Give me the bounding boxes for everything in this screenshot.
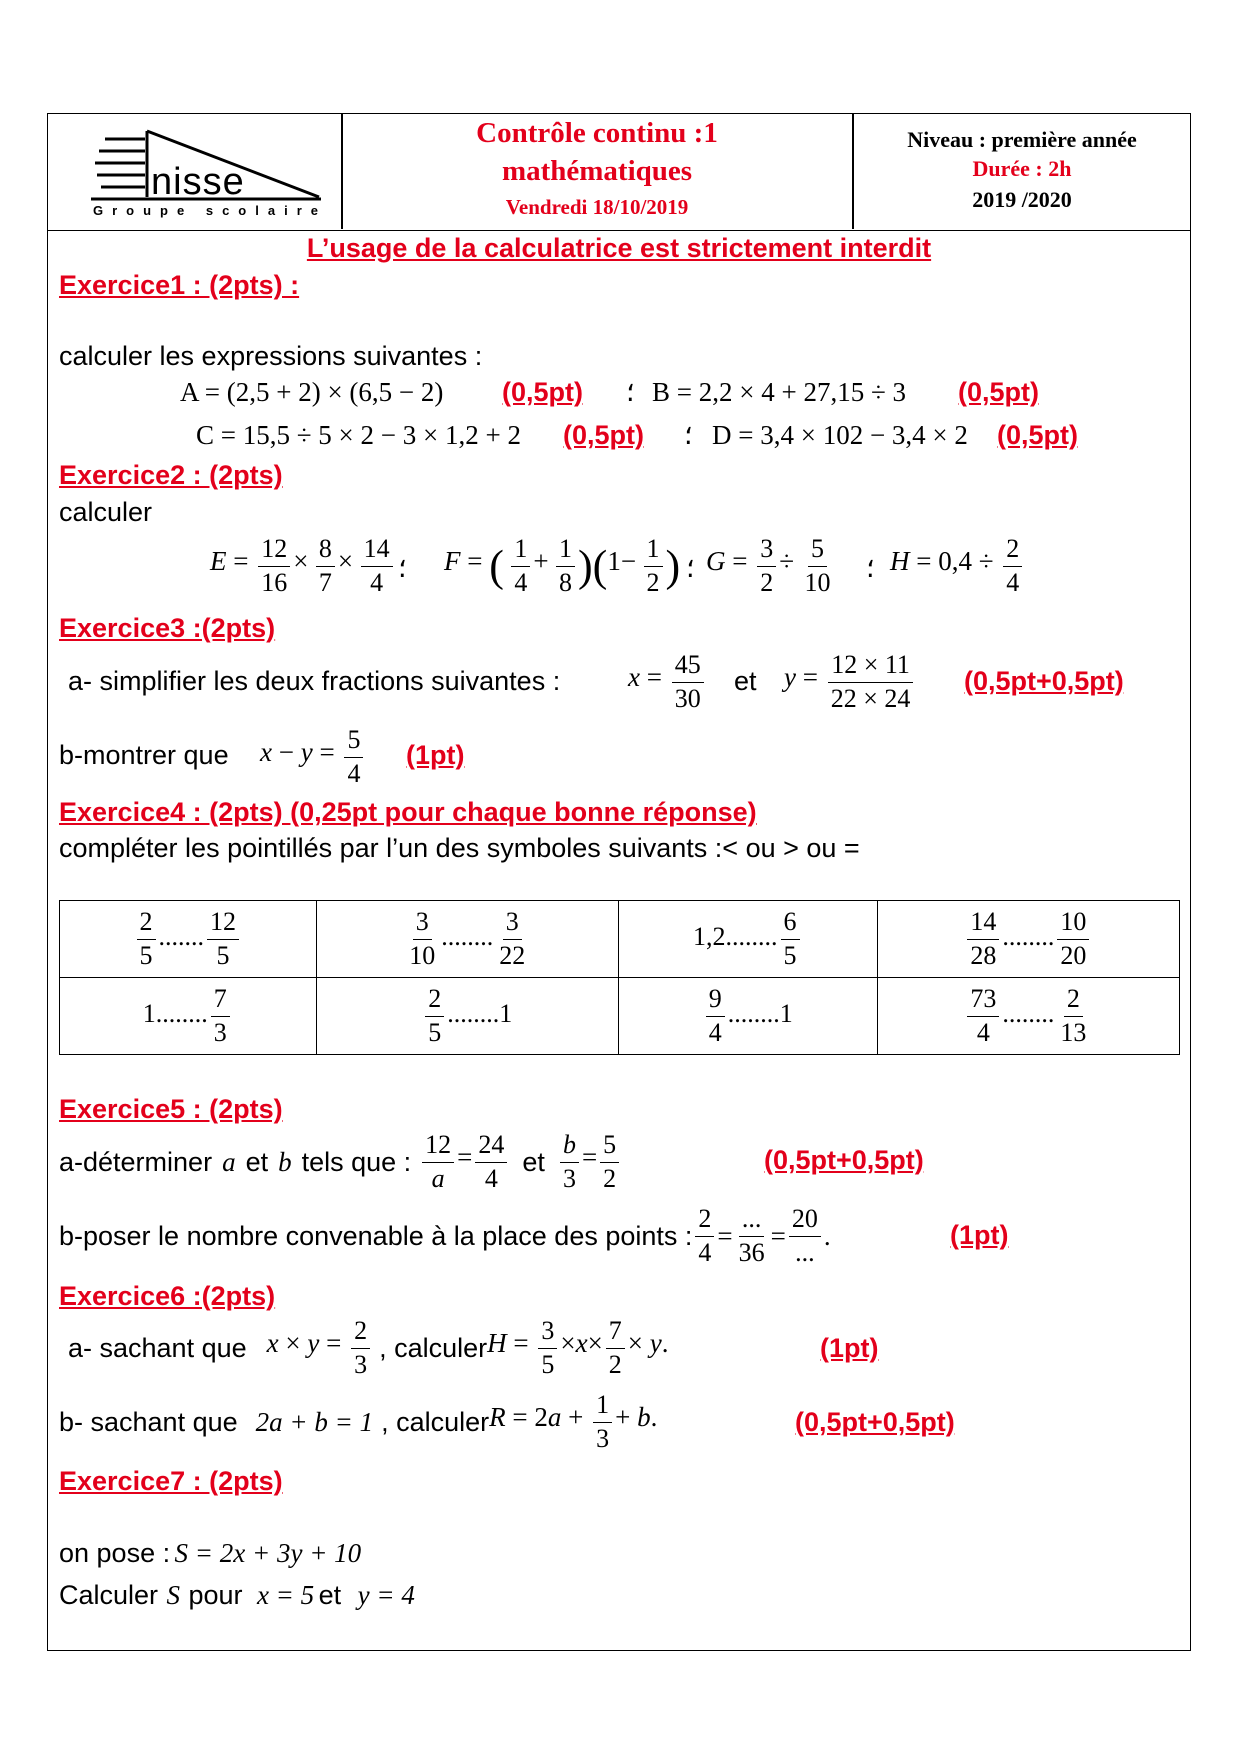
separator: ؛	[866, 553, 875, 583]
separator: ؛	[626, 377, 635, 407]
table-cell: $\frac{2}{5}$ ........1	[316, 978, 618, 1055]
exam-title: Contrôle continu :1	[476, 117, 718, 149]
expression-S: S = 2x + 3y + 10	[174, 1538, 362, 1568]
exam-level: Niveau : première année	[907, 127, 1137, 152]
exercise7-pose-text: on pose :	[59, 1538, 171, 1568]
logo-subtitle: Groupe scolaire	[93, 203, 327, 218]
points-C: (0,5pt)	[563, 420, 644, 450]
expression-F: F = ( $\frac{1}{4}$ + $\frac{1}{8}$ )(1− $\frac{1}{2}$ )	[444, 534, 681, 597]
comparison-table	[59, 900, 1180, 1055]
exercise3-a-text: a- simplifier les deux fractions suivantes :	[68, 666, 561, 696]
exercise3-title: Exercice3 :(2pts)	[59, 613, 276, 643]
and-text: et	[245, 1146, 269, 1177]
exercise2-title: Exercice2 : (2pts)	[59, 460, 283, 490]
header-divider	[852, 113, 854, 229]
exercise6-a-calc: , calculer	[379, 1332, 488, 1363]
separator: ؛	[686, 553, 695, 583]
points-A: (0,5pt)	[502, 377, 583, 407]
for-text: pour	[188, 1580, 243, 1610]
separator: ؛	[398, 553, 407, 583]
dotted-blank[interactable]: ........	[441, 921, 494, 951]
exercise1-intro: calculer les expressions suivantes :	[59, 341, 483, 371]
dotted-blank[interactable]: ........	[1002, 998, 1055, 1028]
exercise5-a-text: a-déterminer	[59, 1146, 213, 1177]
exercise6-b-line: b- sachant que 2a + b = 1 , calculer R = 2a + $\frac{1}{3}$ + b.	[59, 1390, 658, 1453]
expression-C: C = 15,5 ÷ 5 × 2 − 3 × 1,2 + 2	[196, 420, 521, 450]
expression-G: G = $\frac{3}{2}$ ÷ $\frac{5}{10}$	[706, 534, 831, 597]
points-D: (0,5pt)	[997, 420, 1078, 450]
exercise7-calc-line: Calculer S pour x = 5 et y = 4	[59, 1580, 415, 1610]
points-ex5-a: (0,5pt+0,5pt)	[764, 1145, 924, 1175]
table-cell: 1,2........ $\frac{6}{5}$	[618, 901, 877, 978]
and-text: et	[522, 1146, 545, 1177]
exercise3-b-text: b-montrer que	[59, 740, 229, 770]
dotted-blank[interactable]: ........	[447, 998, 500, 1028]
exercise7-title: Exercice7 : (2pts)	[59, 1466, 283, 1496]
calculator-notice: L’usage de la calculatrice est strictement interdit	[306, 233, 932, 263]
value-y: y = 4	[357, 1580, 415, 1610]
logo-text: nisse	[151, 161, 245, 203]
dotted-blank[interactable]: ........	[725, 921, 778, 951]
logo	[87, 125, 327, 225]
exercise5-b-line: b-poser le nombre convenable à la place des points : $\frac{2}{4}$ = ... 36 = 20 ... .	[59, 1204, 831, 1267]
table-cell: $\frac{3}{10}$ ........ $\frac{3}{22}$	[316, 901, 618, 978]
exercise6-a-line: a- sachant que x × y = $\frac{2}{3}$ , calculer H = $\frac{3}{5}$ ×x× $\frac{7}{2}$ × y.	[68, 1316, 669, 1379]
exercise6-a-text: a- sachant que	[68, 1332, 247, 1363]
exercise5-title: Exercice5 : (2pts)	[59, 1094, 283, 1124]
exercise6-b-condition: 2a + b = 1	[255, 1406, 374, 1437]
and-text: et	[318, 1580, 342, 1610]
exam-date: Vendredi 18/10/2019	[505, 195, 689, 219]
header-box	[47, 113, 1191, 231]
points-ex5-b: (1pt)	[950, 1220, 1009, 1250]
table-row	[60, 978, 1180, 1055]
expression-H: H = 0,4 ÷ $\frac{2}{4}$	[890, 533, 1025, 599]
points-ex3-a: (0,5pt+0,5pt)	[964, 666, 1124, 696]
expression-E: E = $\frac{12}{16}$ × $\frac{8}{7}$ × $\frac{14}{4}$	[210, 533, 396, 599]
exercise5-a-line: a-déterminer a et b tels que : $\frac{12}{a}$ = $\frac{24}{4}$ et $\frac{b}{3}$ = $\frac{5}{2}$	[59, 1129, 622, 1195]
expression-A: A = (2,5 + 2) × (6,5 − 2)	[180, 377, 444, 407]
exam-duration: Durée : 2h	[972, 156, 1072, 181]
fraction-y: y = $\frac{12 \times 11}{22 \times 24}$	[784, 649, 916, 715]
exercise4-intro: compléter les pointillés par l’un des symboles suivants :< ou > ou =	[59, 833, 860, 863]
fraction-x: x = $\frac{45}{30}$	[628, 649, 707, 715]
exercise6-b-calc: , calculer	[381, 1406, 490, 1437]
exercise4-title: Exercice4 : (2pts) (0,25pt pour chaque bonne réponse)	[59, 797, 757, 827]
separator: ؛	[684, 420, 693, 450]
dotted-blank[interactable]: ........	[155, 998, 208, 1028]
exercise2-intro: calculer	[59, 497, 153, 527]
points-ex6-b: (0,5pt+0,5pt)	[795, 1407, 955, 1437]
exercise1-title: Exercice1 : (2pts) :	[59, 270, 300, 300]
table-cell: $\frac{73}{4}$ ........ $\frac{2}{13}$	[877, 978, 1179, 1055]
points-B: (0,5pt)	[958, 377, 1039, 407]
table-row	[60, 901, 1180, 978]
expression-B: B = 2,2 × 4 + 27,15 ÷ 3	[652, 377, 907, 407]
equation-x-minus-y: x − y = $\frac{5}{4}$	[260, 724, 366, 790]
exam-subject: mathématiques	[501, 155, 693, 187]
dotted-blank[interactable]: .......	[158, 921, 205, 951]
dotted-blank[interactable]: ........	[727, 998, 780, 1028]
table-cell: $\frac{14}{28}$ ........ $\frac{10}{20}$	[877, 901, 1179, 978]
points-ex6-a: (1pt)	[820, 1333, 879, 1363]
table-cell: $\frac{2}{5}$ ....... $\frac{12}{5}$	[60, 901, 317, 978]
and-text: et	[734, 666, 757, 696]
exercise5-b-text: b-poser le nombre convenable à la place des points :	[59, 1220, 693, 1251]
table-cell: 1........ $\frac{7}{3}$	[60, 978, 317, 1055]
exercise7-calc-text: Calculer	[59, 1580, 159, 1610]
expression-D: D = 3,4 × 102 − 3,4 × 2	[712, 420, 968, 450]
such-that-text: tels que :	[301, 1146, 412, 1177]
value-x: x = 5	[256, 1580, 315, 1610]
exercise6-title: Exercice6 :(2pts)	[59, 1281, 276, 1311]
dotted-blank[interactable]: ........	[1002, 921, 1055, 951]
exercise7-pose-line	[59, 1538, 361, 1569]
points-ex3-b: (1pt)	[406, 740, 465, 770]
school-year: 2019 /2020	[972, 187, 1072, 212]
table-cell: $\frac{9}{4}$ ........1	[618, 978, 877, 1055]
exercise6-b-text: b- sachant que	[59, 1406, 238, 1437]
